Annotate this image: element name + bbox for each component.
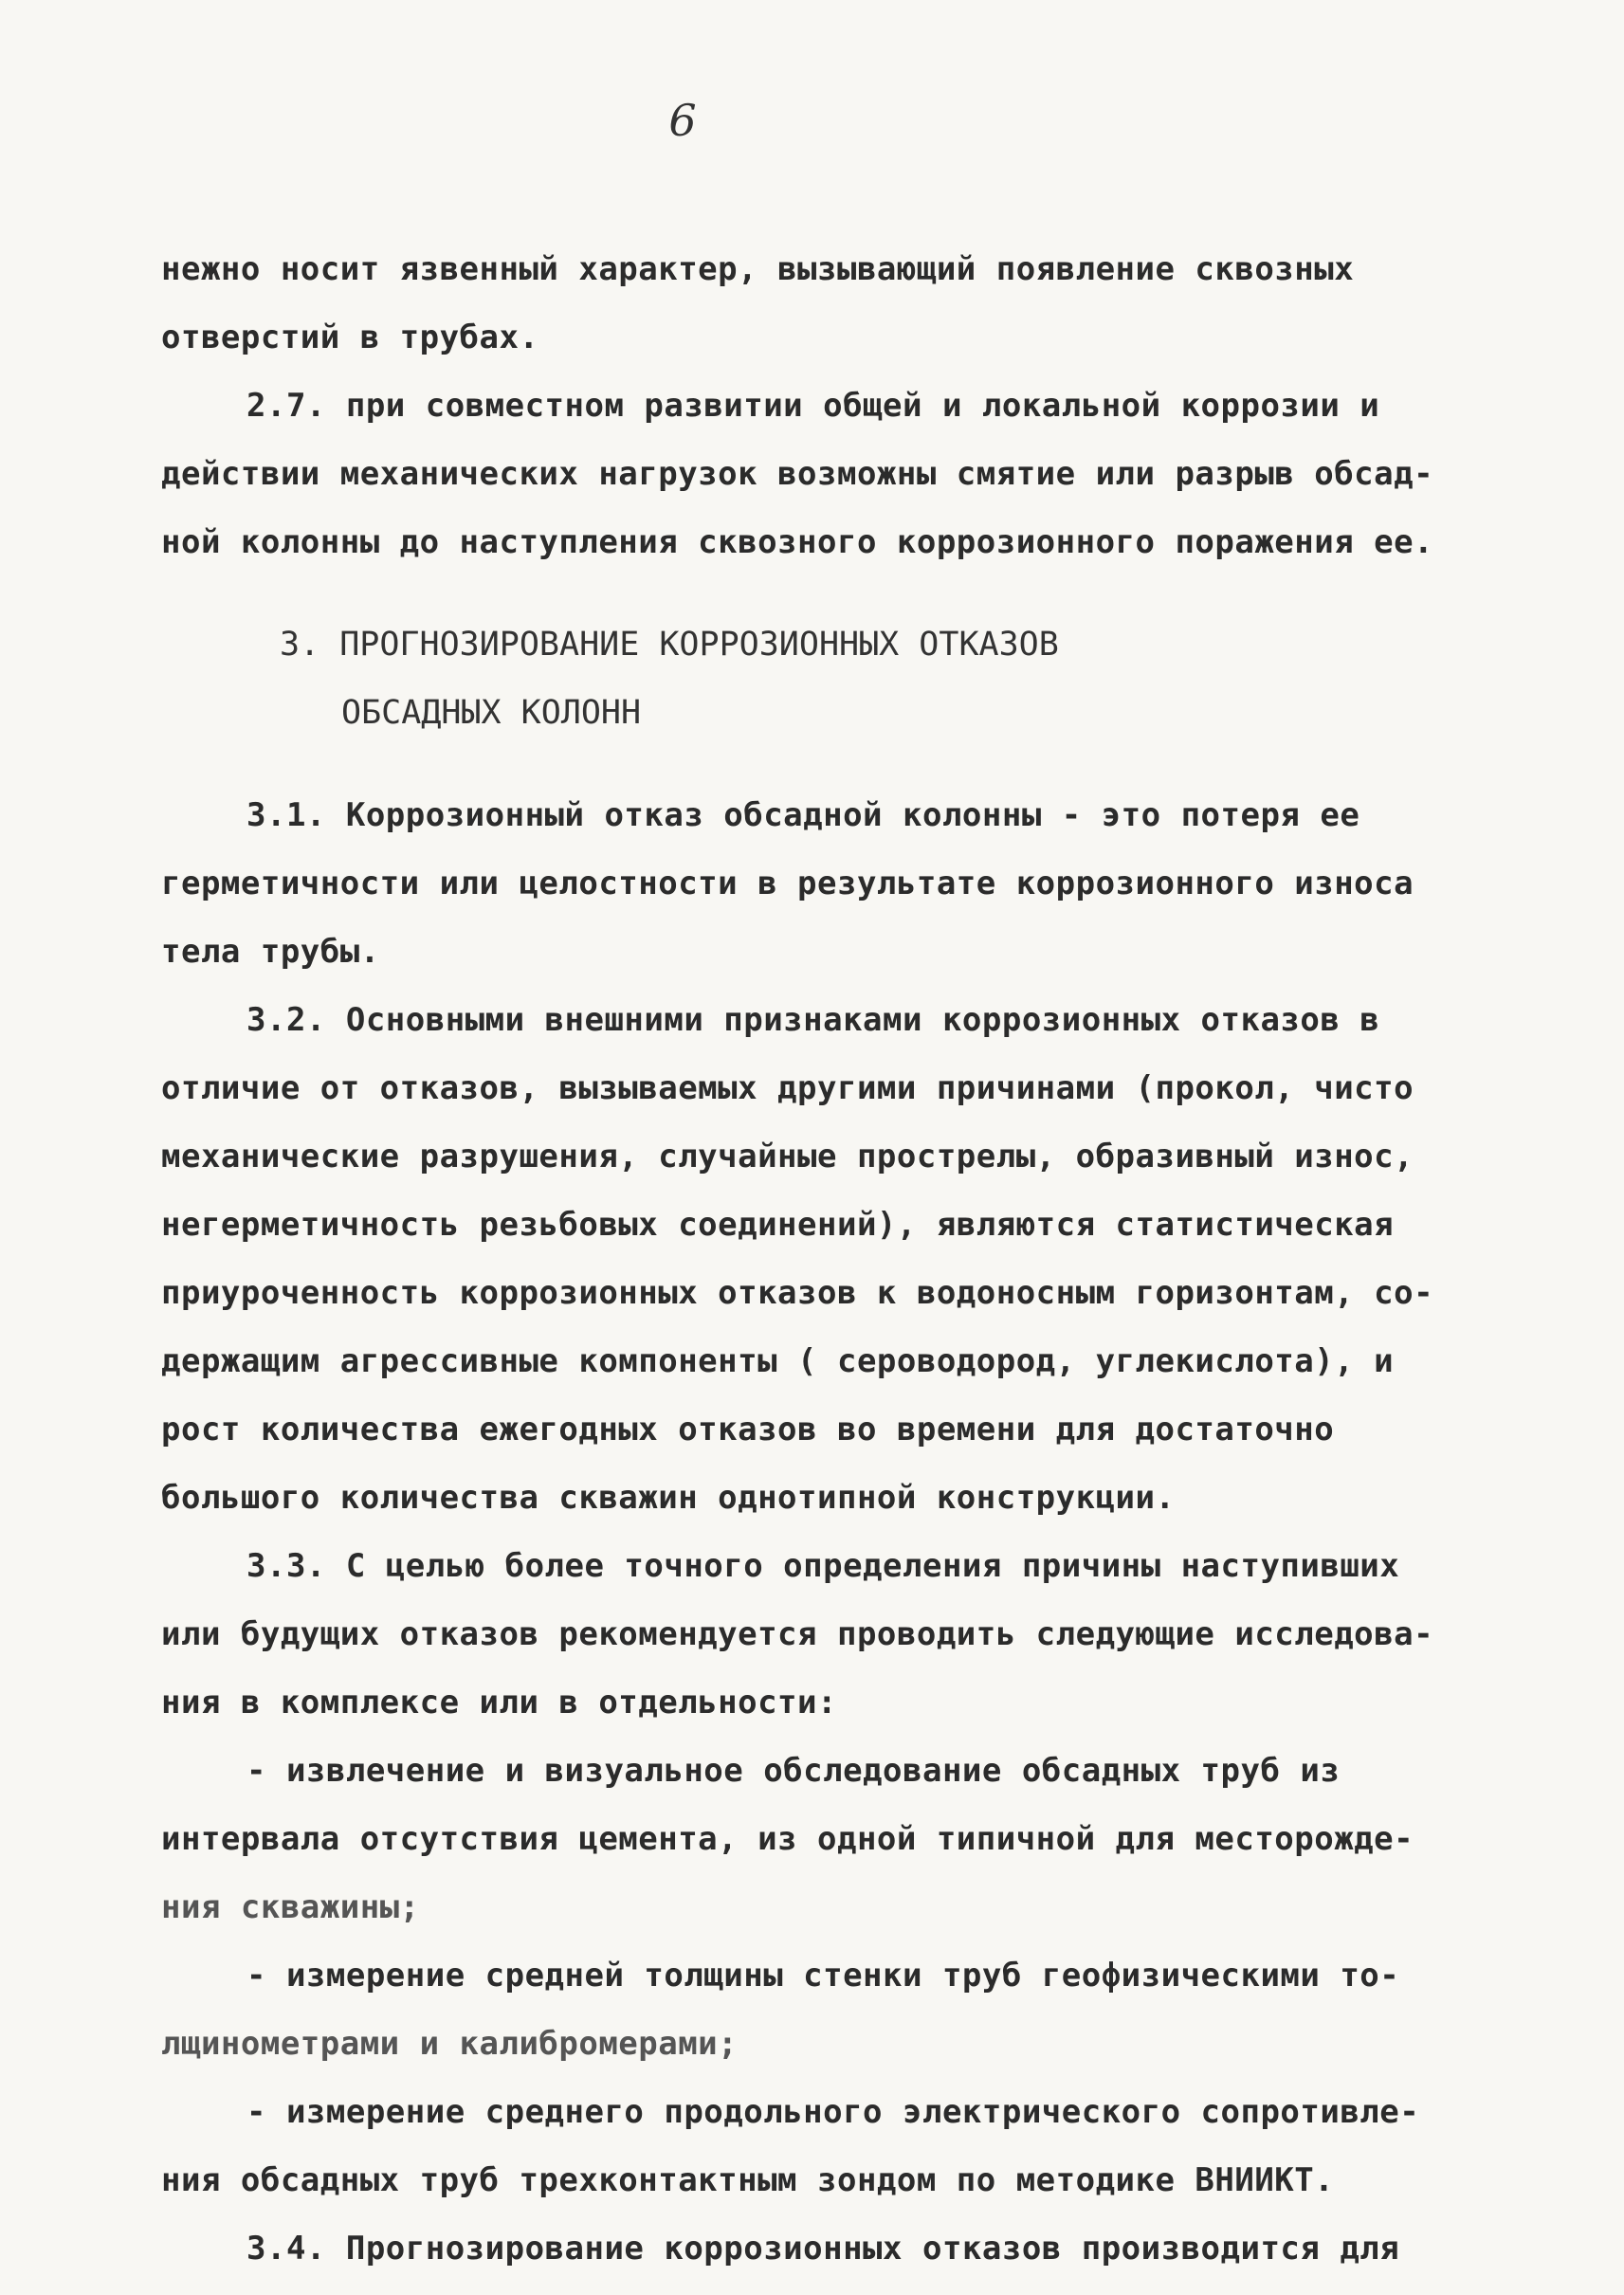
paragraph-3-3: 3.3. С целью более точного определения причины наступивших: [246, 1547, 1400, 1585]
text-line: ния скважины;: [161, 1888, 420, 1926]
paragraph-3-1: 3.1. Коррозионный отказ обсадной колонны - это потеря ее: [246, 796, 1360, 834]
text-line: ной колонны до наступления сквозного коррозионного поражения ее.: [161, 523, 1434, 561]
list-item: - измерение средней толщины стенки труб геофизическими то-: [246, 1957, 1400, 1994]
page-number: 6: [668, 95, 697, 146]
list-item: - извлечение и визуальное обследование обсадных труб из: [246, 1752, 1341, 1790]
text-line: негерметичность резьбовых соединений), являются статистическая: [161, 1206, 1395, 1244]
text-line: тела трубы.: [161, 933, 380, 971]
paragraph-3-4: 3.4. Прогнозирование коррозионных отказов производится для: [246, 2230, 1400, 2268]
text-line: ния обсадных труб трехконтактным зондом по методике ВНИИКТ.: [161, 2161, 1335, 2199]
section-heading-continued: ОБСАДНЫХ КОЛОНН: [341, 694, 642, 732]
text-line: лщинометрами и калибромерами;: [161, 2025, 739, 2063]
text-line: приуроченность коррозионных отказов к водоносным горизонтам, со-: [161, 1274, 1434, 1312]
text-line: механические разрушения, случайные прострелы, образивный износ,: [161, 1138, 1414, 1175]
paragraph-2-7: 2.7. при совместном развитии общей и локальной коррозии и: [246, 387, 1380, 425]
text-line: интервала отсутствия цемента, из одной типичной для месторожде-: [161, 1820, 1414, 1858]
section-heading: 3. ПРОГНОЗИРОВАНИЕ КОРРОЗИОННЫХ ОТКАЗОВ: [280, 626, 1059, 664]
text-line: отверстий в трубах.: [161, 319, 539, 356]
text-line: ния в комплексе или в отдельности:: [161, 1684, 837, 1721]
paragraph-3-2: 3.2. Основными внешними признаками коррозионных отказов в: [246, 1001, 1380, 1039]
text-line: герметичности или целостности в результате коррозионного износа: [161, 865, 1414, 902]
text-line: держащим агрессивные компоненты ( сероводород, углекислота), и: [161, 1342, 1395, 1380]
body-text: [161, 235, 1469, 2283]
text-line: отличие от отказов, вызываемых другими причинами (прокол, чисто: [161, 1069, 1414, 1107]
list-item: - измерение среднего продольного электрического сопротивле-: [246, 2093, 1420, 2131]
text-line: или будущих отказов рекомендуется проводить следующие исследова-: [161, 1615, 1434, 1653]
text-line: нежно носит язвенный характер, вызывающий появление сквозных: [161, 250, 1355, 288]
text-line: рост количества ежегодных отказов во времени для достаточно: [161, 1411, 1335, 1448]
text-line: действии механических нагрузок возможны смятие или разрыв обсад-: [161, 455, 1434, 493]
text-line: большого количества скважин однотипной конструкции.: [161, 1479, 1176, 1517]
